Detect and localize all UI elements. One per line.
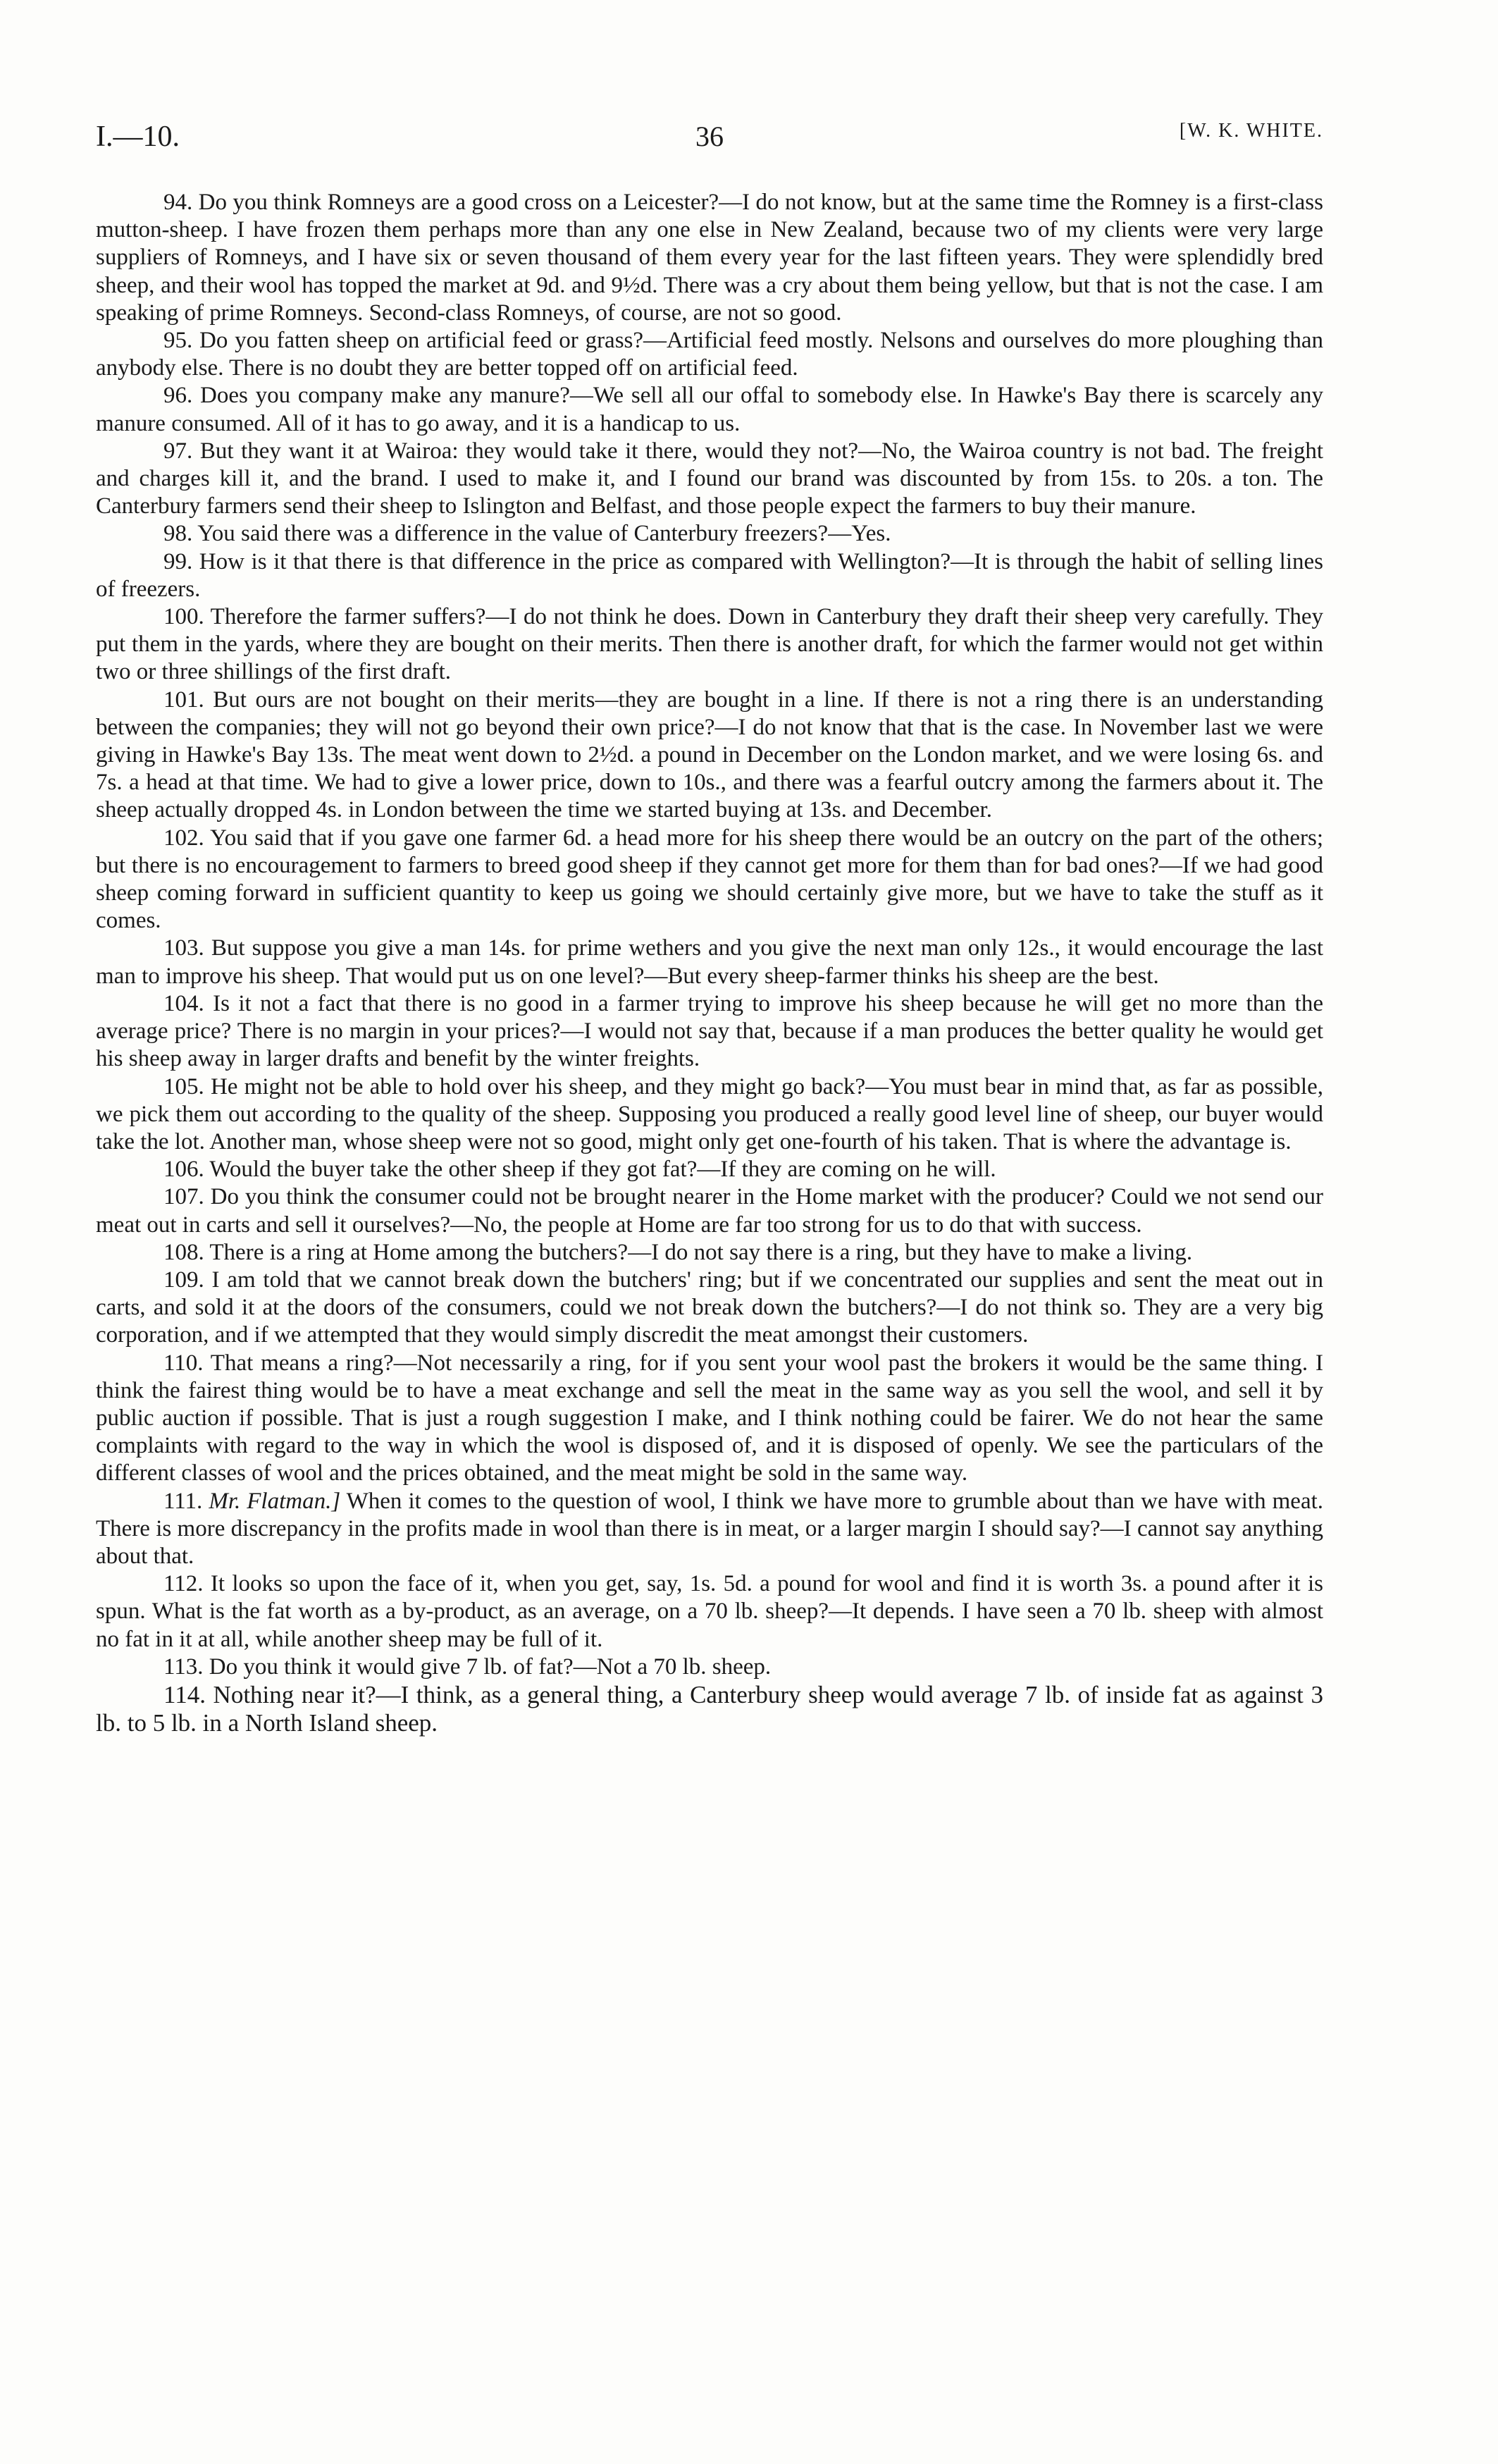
evidence-paragraph-110: 110. That means a ring?—Not necessarily a ring, for if you sent your wool past the brokers it would be the same thing. I think the fairest thing would be to have a meat exchange and sell the meat in the same way as you sell the wool, and sell it by public auction if possible. That is just a rough suggestion I make, and I think nothing could be fairer. We do not hear the same complaints with regard to the way in which the wool is disposed of, and it is disposed of openly. We see the particulars of the different classes of wool and the prices obtained, and the meat might be sold in the same way.: [96, 1350, 1323, 1486]
evidence-paragraph-109: 109. I am told that we cannot break down the butchers' ring; but if we concentrated our supplies and sent the meat out in carts, and sold it at the doors of the consumers, could we not break down the butchers?—I do not think so. They are a very big corporation, and if we attempted that they would simply discredit the meat amongst their customers.: [96, 1267, 1323, 1348]
evidence-body: [96, 189, 1323, 1737]
evidence-paragraph-104: 104. Is it not a fact that there is no good in a farmer trying to improve his sheep because he will get no more than the average price? There is no margin in your prices?—I would not say that, because if a man produces the better quality he would get his sheep away in larger drafts and benefit by the winter freights.: [96, 990, 1323, 1072]
page-number: 36: [695, 121, 724, 152]
evidence-paragraph-107: 107. Do you think the consumer could not be brought nearer in the Home market with the producer? Could we not send our meat out in carts and sell it ourselves?—No, the people at Home are far too strong for us to do that with success.: [96, 1184, 1323, 1238]
parliamentary-paper-reference: I.—10.: [96, 121, 180, 153]
evidence-paragraph-111: 111. Mr. Flatman.] When it comes to the question of wool, I think we have more to grumble about than we have with meat. There is more discrepancy in the profits made in wool than there is in meat, or a larger margin I should say?—I cannot say anything about that.: [96, 1488, 1324, 1569]
evidence-paragraph-108: 108. There is a ring at Home among the butchers?—I do not say there is a ring, but they have to make a living.: [163, 1239, 1193, 1265]
evidence-paragraph-106: 106. Would the buyer take the other sheep if they got fat?—If they are coming on he will.: [163, 1157, 996, 1183]
evidence-paragraph-103: 103. But suppose you give a man 14s. for prime wethers and you give the next man only 12s., it would encourage the last man to improve his sheep. That would put us on one level?—But every sheep-farmer thinks his sheep are the best.: [96, 935, 1323, 989]
evidence-paragraph-95: 95. Do you fatten sheep on artificial feed or grass?—Artificial feed mostly. Nelsons and ourselves do more ploughing than anybody else. There is no doubt they are better topped off on artificial feed.: [96, 328, 1323, 381]
evidence-paragraph-98: 98. You said there was a difference in the value of Canterbury freezers?—Yes.: [163, 521, 891, 547]
evidence-paragraph-94: 94. Do you think Romneys are a good cross on a Leicester?—I do not know, but at the same time the Romney is a first-class mutton-sheep. I have frozen them perhaps more than any one else in New Zealand, because two of my clients were very large suppliers of Romneys, and I have six or seven thousand of them every year for the last fifteen years. They were splendidly bred sheep, and their wool has topped the market at 9d. and 9½d. There was a cry about them being yellow, but that is not the case. I am speaking of prime Romneys. Second-class Romneys, of course, are not so good.: [96, 190, 1323, 326]
evidence-paragraph-97: 97. But they want it at Wairoa: they would take it there, would they not?—No, the Wairoa country is not bad. The freight and charges kill it, and the brand. I used to make it, and I found our brand was discounted by from 15s. to 20s. a ton. The Canterbury farmers send their sheep to Islington and Belfast, and those people expect the farmers to buy their manure.: [96, 438, 1323, 519]
evidence-paragraph-96: 96. Does you company make any manure?—We sell all our offal to somebody else. In Hawke's Bay there is scarcely any manure consumed. All of it has to go away, and it is a handicap to us.: [96, 383, 1323, 436]
witness-name: [W. K. WHITE.: [1179, 120, 1323, 142]
evidence-paragraph-114: 114. Nothing near it?—I think, as a general thing, a Canterbury sheep would average 7 lb. of inside fat as against 3 lb. to 5 lb. in a North Island sheep.: [96, 1680, 1323, 1737]
evidence-paragraph-102: 102. You said that if you gave one farmer 6d. a head more for his sheep there would be an outcry on the part of the others; but there is no encouragement to farmers to breed good sheep if they cannot get more for them than for bad ones?—If we had good sheep coming forward in sufficient quantity to keep us going we should certainly give more, but we have to take the stuff as it comes.: [96, 825, 1323, 934]
evidence-paragraph-100: 100. Therefore the farmer suffers?—I do not think he does. Down in Canterbury they draft their sheep very carefully. They put them in the yards, where they are bought on their merits. Then there is another draft, for which the farmer would not get within two or three shillings of the first draft.: [96, 604, 1323, 685]
evidence-paragraph-99: 99. How is it that there is that difference in the price as compared with Wellington?—It is through the habit of selling lines of freezers.: [96, 548, 1323, 602]
evidence-paragraph-112: 112. It looks so upon the face of it, when you get, say, 1s. 5d. a pound for wool and find it is worth 3s. a pound after it is spun. What is the fat worth as a by-product, as an average, on a 70 lb. sheep?—It depends. I have seen a 70 lb. sheep with almost no fat in it at all, while another sheep may be full of it.: [96, 1571, 1323, 1652]
evidence-paragraph-113: 113. Do you think it would give 7 lb. of fat?—Not a 70 lb. sheep.: [163, 1653, 772, 1680]
page-header: [96, 120, 1323, 169]
evidence-paragraph-105: 105. He might not be able to hold over his sheep, and they might go back?—You must bear in mind that, as far as possible, we pick them out according to the quality of the sheep. Supposing you produced a really good level line of sheep, our buyer would take the lot. Another man, whose sheep were not so good, might only get one-fourth of his taken. That is where the advantage is.: [96, 1073, 1323, 1154]
evidence-paragraph-101: 101. But ours are not bought on their merits—they are bought in a line. If there is not a ring there is an understanding between the companies; they will not go beyond their own price?—I do not know that that is the case. In November last we were giving in Hawke's Bay 13s. The meat went down to 2½d. a pound in December on the London market, and we were losing 6s. and 7s. a head at that time. We had to give a lower price, down to 10s., and there was a fearful outcry among the farmers about it. The sheep actually dropped 4s. in London between the time we started buying at 13s. and December.: [96, 686, 1323, 823]
